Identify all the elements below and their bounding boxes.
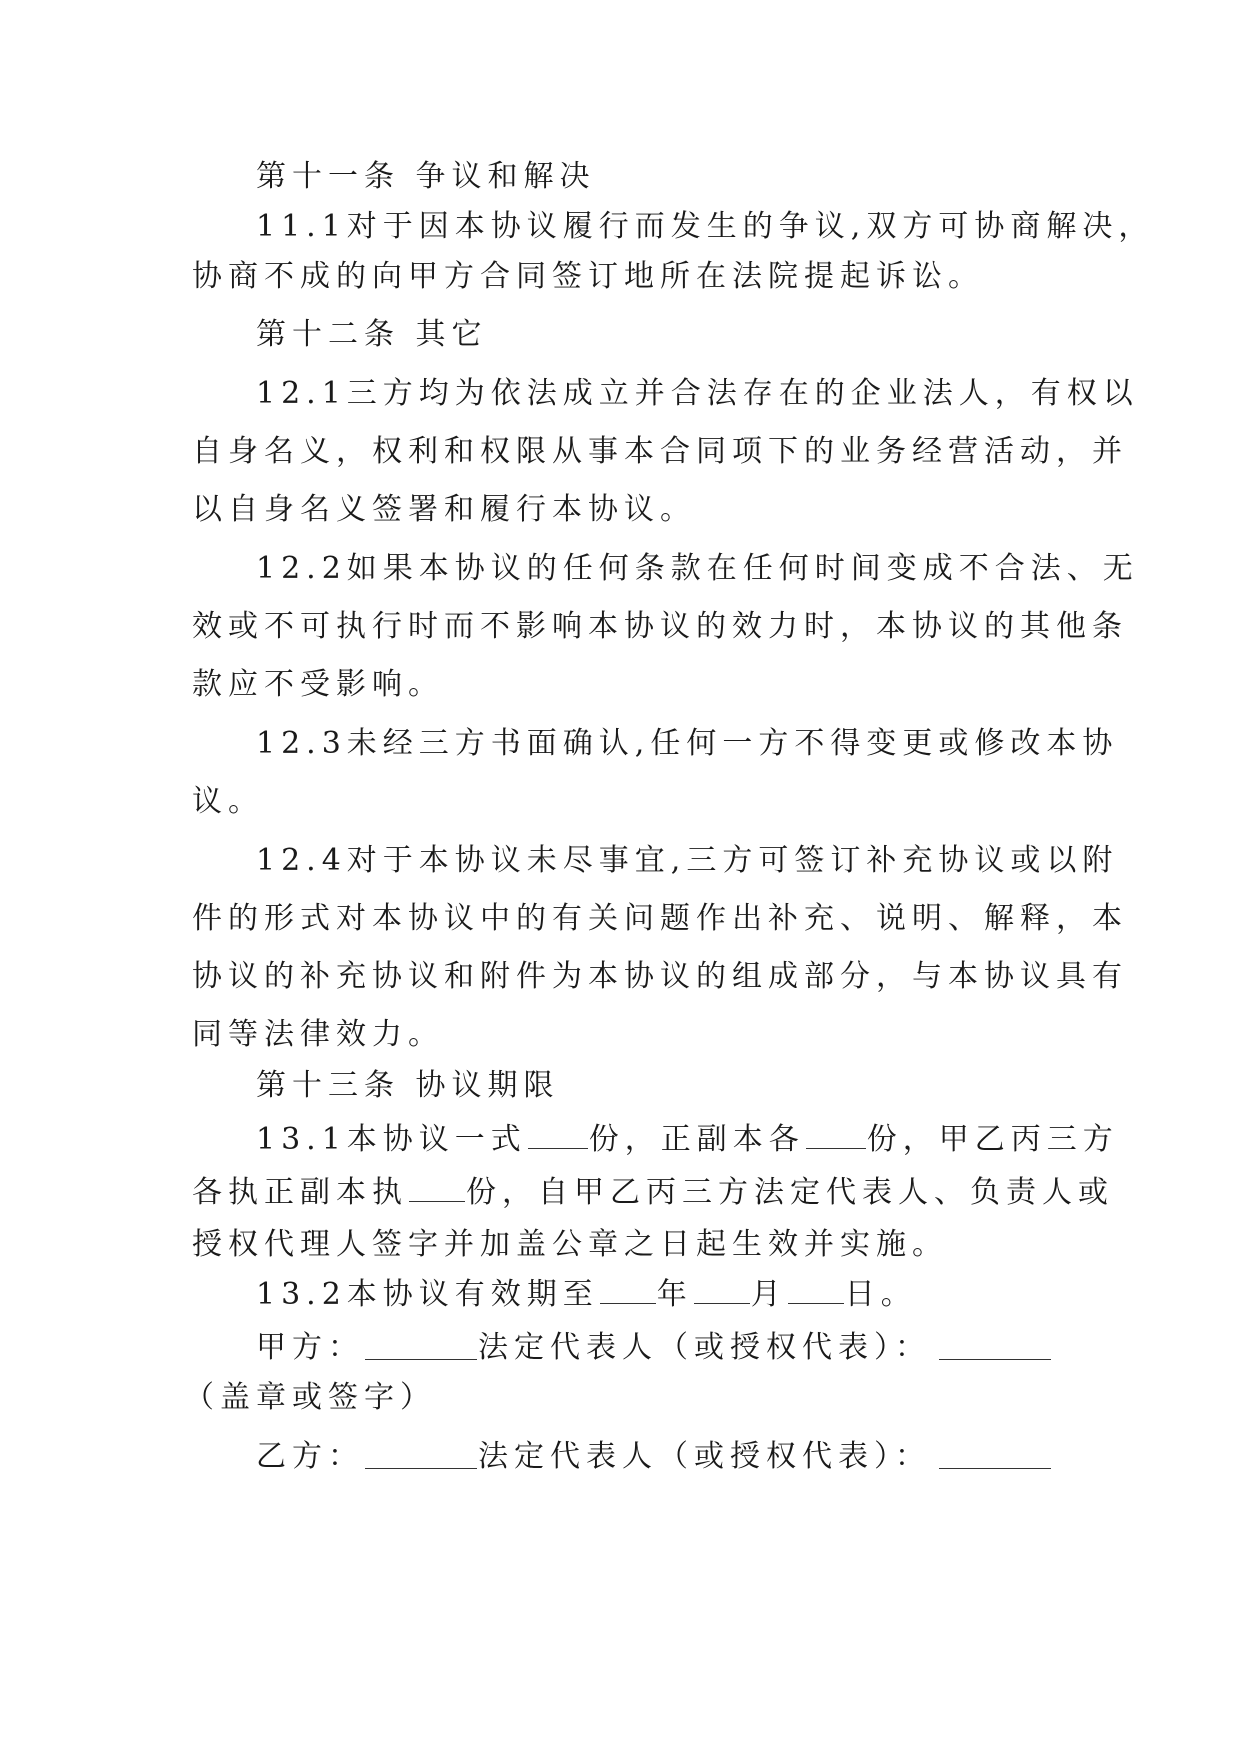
clause-13-2-text-a: 13.2本协议有效期至 bbox=[256, 1277, 599, 1312]
article-13-heading: 第十三条 协议期限 bbox=[256, 1068, 560, 1103]
clause-12-1-line-1: 12.1三方均为依法成立并合法存在的企业法人，有权以 bbox=[256, 376, 1139, 411]
article-12-heading: 第十二条 其它 bbox=[256, 317, 488, 352]
clause-12-4-line-4: 同等法律效力。 bbox=[192, 1017, 444, 1052]
clause-12-4-line-2: 件的形式对本协议中的有关问题作出补充、说明、解释，本 bbox=[192, 901, 1128, 936]
clause-13-2-line-1 bbox=[192, 1276, 1052, 1313]
clause-12-3-line-1: 12.3未经三方书面确认,任何一方不得变更或修改本协 bbox=[256, 726, 1119, 761]
clause-12-3-line-2: 议。 bbox=[192, 784, 264, 819]
document-page bbox=[184, 158, 1155, 1475]
party-b-signature-line bbox=[192, 1438, 1052, 1475]
party-a-label: 甲方： bbox=[256, 1330, 364, 1365]
clause-13-1-text-c: 份，甲乙丙三方 bbox=[866, 1122, 1119, 1157]
month-blank bbox=[694, 1279, 750, 1304]
clause-12-4-line-1: 12.4对于本协议未尽事宜,三方可签订补充协议或以附 bbox=[256, 843, 1119, 878]
clause-12-2-line-3: 款应不受影响。 bbox=[192, 667, 444, 702]
clause-11-1-line-1: 11.1对于因本协议履行而发生的争议,双方可协商解决， bbox=[256, 209, 1155, 244]
party-a-signature-line bbox=[192, 1329, 1052, 1366]
party-b-label: 乙方： bbox=[256, 1439, 364, 1474]
clause-12-2-line-2: 效或不可执行时而不影响本协议的效力时，本协议的其他条 bbox=[192, 609, 1128, 644]
copies-held-blank bbox=[409, 1177, 465, 1202]
clause-12-1-line-2: 自身名义，权利和权限从事本合同项下的业务经营活动，并 bbox=[192, 434, 1128, 469]
copies-total-blank bbox=[528, 1124, 588, 1149]
clause-12-1-line-3: 以自身名义签署和履行本协议。 bbox=[192, 492, 696, 527]
clause-12-2-line-1: 12.2如果本协议的任何条款在任何时间变成不合法、无 bbox=[256, 551, 1139, 586]
seal-note: （盖章或签字） bbox=[184, 1380, 436, 1415]
clause-13-1-text-b: 份，正副本各 bbox=[588, 1122, 805, 1157]
clause-13-1-line-2 bbox=[192, 1174, 1114, 1211]
year-blank bbox=[600, 1279, 656, 1304]
clause-13-1-text-d: 各执正副本执 bbox=[192, 1175, 408, 1210]
article-11-heading: 第十一条 争议和解决 bbox=[256, 159, 596, 194]
party-b-rep-blank bbox=[939, 1444, 1051, 1469]
party-a-rep-blank bbox=[939, 1335, 1051, 1360]
day-blank bbox=[788, 1279, 844, 1304]
clause-13-1-text-e: 份，自甲乙丙三方法定代表人、负责人或 bbox=[466, 1175, 1114, 1210]
month-label: 月 bbox=[750, 1277, 787, 1312]
day-label: 日。 bbox=[844, 1277, 917, 1312]
party-b-name-blank bbox=[365, 1444, 477, 1469]
party-a-rep-label: 法定代表人（或授权代表）： bbox=[478, 1330, 931, 1365]
clause-11-1-line-2: 协商不成的向甲方合同签订地所在法院提起诉讼。 bbox=[192, 259, 984, 294]
clause-13-1-line-1 bbox=[192, 1121, 1119, 1158]
clause-12-4-line-3: 协议的补充协议和附件为本协议的组成部分，与本协议具有 bbox=[192, 959, 1128, 994]
year-label: 年 bbox=[656, 1277, 693, 1312]
party-b-rep-label: 法定代表人（或授权代表）： bbox=[478, 1439, 931, 1474]
clause-13-1-line-3: 授权代理人签字并加盖公章之日起生效并实施。 bbox=[192, 1227, 948, 1262]
copies-each-blank bbox=[806, 1124, 866, 1149]
party-a-name-blank bbox=[365, 1335, 477, 1360]
clause-13-1-text-a: 13.1本协议一式 bbox=[256, 1122, 527, 1157]
